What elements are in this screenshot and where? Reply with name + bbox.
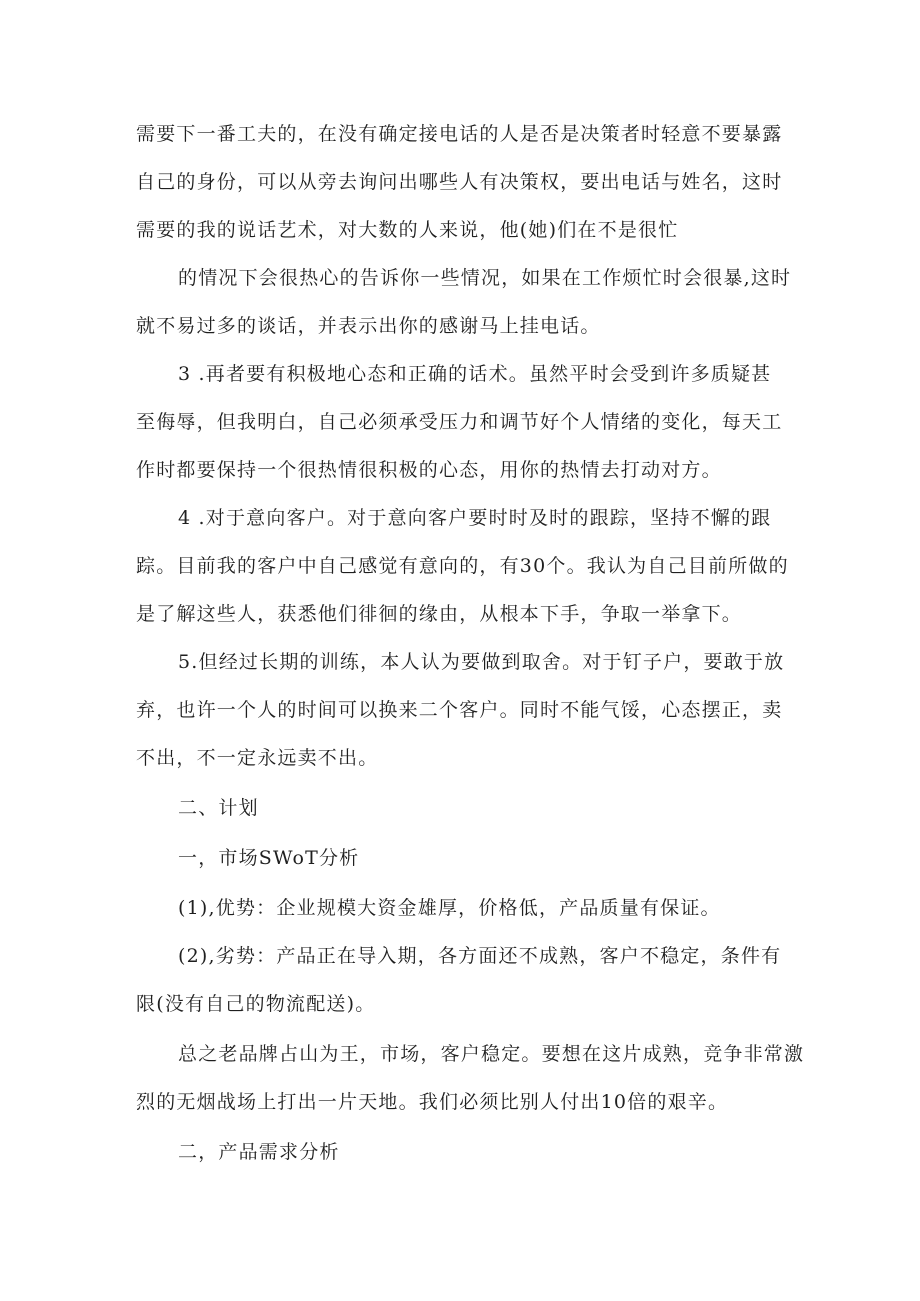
text-line: (2),劣势：产品正在导入期，各方面还不成熟，客户不稳定，条件有 bbox=[178, 945, 782, 967]
text-line: 烈的无烟战场上打出一片天地。我们必须比别人付出10倍的艰辛。 bbox=[136, 1091, 729, 1113]
text-line: 是了解这些人，获悉他们徘徊的缘由，从根本下手，争取一举拿下。 bbox=[136, 603, 743, 625]
text-line: 5.但经过长期的训练，本人认为要做到取舍。对于钉子户，要敢于放 bbox=[178, 651, 785, 673]
text-line: 的情况下会很热心的告诉你一些情况，如果在工作烦忙时会很暴,这时 bbox=[178, 267, 792, 289]
text-line: 弃，也许一个人的时间可以换来二个客户。同时不能气馁，心态摆正，卖 bbox=[136, 699, 783, 721]
text-line: 至侮辱，但我明白，自己必须承受压力和调节好个人情绪的变化，每天工 bbox=[136, 411, 783, 433]
text-line: 需要的我的说话艺术，对大数的人来说，他(她)们在不是很忙 bbox=[136, 219, 679, 241]
section-heading: 二、计划 bbox=[178, 797, 259, 819]
subsection-heading: 一，市场SWoT分析 bbox=[178, 847, 360, 869]
text-line: 总之老品牌占山为王，市场，客户稳定。要想在这片成熟，竞争非常激 bbox=[178, 1043, 805, 1065]
text-line: 就不易过多的谈话，并表示出你的感谢马上挂电话。 bbox=[136, 315, 601, 337]
text-line: 作时都要保持一个很热情很积极的心态，用你的热情去打动对方。 bbox=[136, 459, 722, 481]
text-line: 踪。目前我的客户中自己感觉有意向的，有30个。我认为自己目前所做的 bbox=[136, 555, 789, 577]
text-line: 3 .再者要有积极地心态和正确的话术。虽然平时会受到许多质疑甚 bbox=[178, 363, 772, 385]
text-line: 4 .对于意向客户。对于意向客户要时时及时的跟踪，坚持不懈的跟 bbox=[178, 507, 772, 529]
text-line: 自己的身份，可以从旁去询问出哪些人有决策权，要出电话与姓名，这时 bbox=[136, 171, 783, 193]
subsection-heading: 二，产品需求分析 bbox=[178, 1141, 340, 1163]
text-line: 限(没有自己的物流配送)。 bbox=[136, 993, 376, 1015]
text-line: 需要下一番工夫的，在没有确定接电话的人是否是决策者时轻意不要暴露 bbox=[136, 123, 783, 145]
text-line: 不出，不一定永远卖不出。 bbox=[136, 747, 379, 769]
text-line: (1),优势：企业规模大资金雄厚，价格低，产品质量有保证。 bbox=[178, 897, 721, 919]
